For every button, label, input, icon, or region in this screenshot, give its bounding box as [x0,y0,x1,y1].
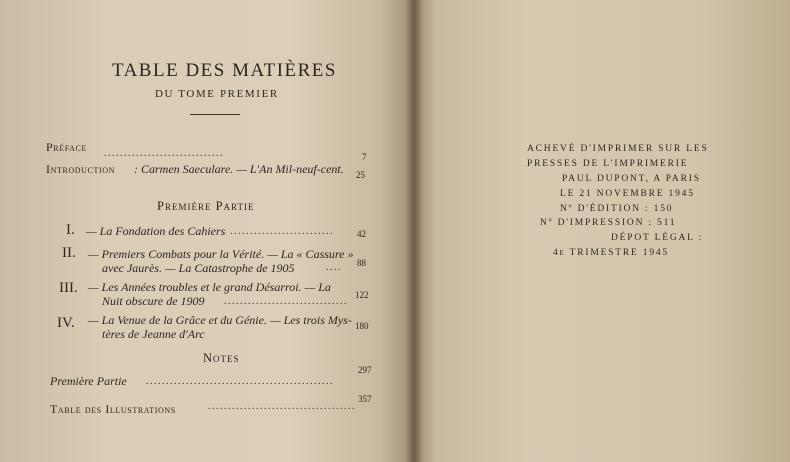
title-rule [190,114,240,115]
chapter-title: — La Fondation des Cahiers [86,224,226,238]
chapter-number: I. [66,222,75,238]
toc-entry-introduction: Introduction [46,162,115,176]
colophon-line: DÉPOT LÉGAL : [611,233,704,243]
chapter-title-cont: avec Jaurès. — La Catastrophe de 1905 [102,261,295,275]
dot-leader: .... [326,262,342,273]
introduction-text: : Carmen Saeculare. — L'An Mil-neuf-cent. [134,162,344,176]
colophon-line: Nº D'IMPRESSION : 511 [540,218,677,228]
right-page [414,0,790,462]
chapter-number: IV. [57,315,75,331]
colophon-line: LE 21 NOVEMBRE 1945 [560,189,695,199]
toc-title: TABLE DES MATIÈRES [112,60,337,81]
chapter-title-cont: tères de Jeanne d'Arc [102,327,205,341]
colophon-line: PAUL DUPONT, A PARIS [562,174,701,184]
page-number: 180 [355,321,369,331]
toc-subtitle: DU TOME PREMIER [155,88,279,100]
notes-entry: Première Partie [50,374,127,388]
dot-leader: ..................................... [208,401,356,412]
page-number: 357 [358,394,372,404]
chapter-title: — Les Années troubles et le grand Désarroi. — La [88,280,331,294]
book-gutter [405,0,423,462]
illustrations-entry: Table des Illustrations [50,402,176,416]
chapter-title: — Premiers Combats pour la Vérité. — La « Cassure » [88,247,354,261]
dot-leader: ............................... [224,296,348,307]
page-number: 122 [355,290,369,300]
dot-leader: ............................................... [146,376,334,387]
chapter-number: II. [62,245,76,261]
page-number: 42 [357,229,366,239]
colophon-line: Nº D'ÉDITION : 150 [560,204,674,214]
colophon-line: 4e TRIMESTRE 1945 [553,248,669,258]
colophon-line: ACHEVÉ D'IMPRIMER SUR LES [527,144,709,154]
page-number: 25 [356,170,365,180]
page-number: 297 [358,365,372,375]
chapter-title: — La Venue de la Grâce et du Génie. — Les trois Mys- [88,313,352,327]
chapter-number: III. [59,280,78,296]
notes-heading: Notes [203,351,240,365]
dot-leader: .......................... [230,226,334,237]
chapter-title-cont: Nuit obscure de 1909 [102,294,205,308]
toc-entry-preface: Préface [46,140,87,154]
page-number: 88 [357,258,366,268]
colophon-line: PRESSES DE L'IMPRIMERIE [527,159,689,169]
dot-leader: .............................. [104,148,224,159]
page-number: 7 [362,152,367,162]
part-heading: Première Partie [157,199,255,213]
